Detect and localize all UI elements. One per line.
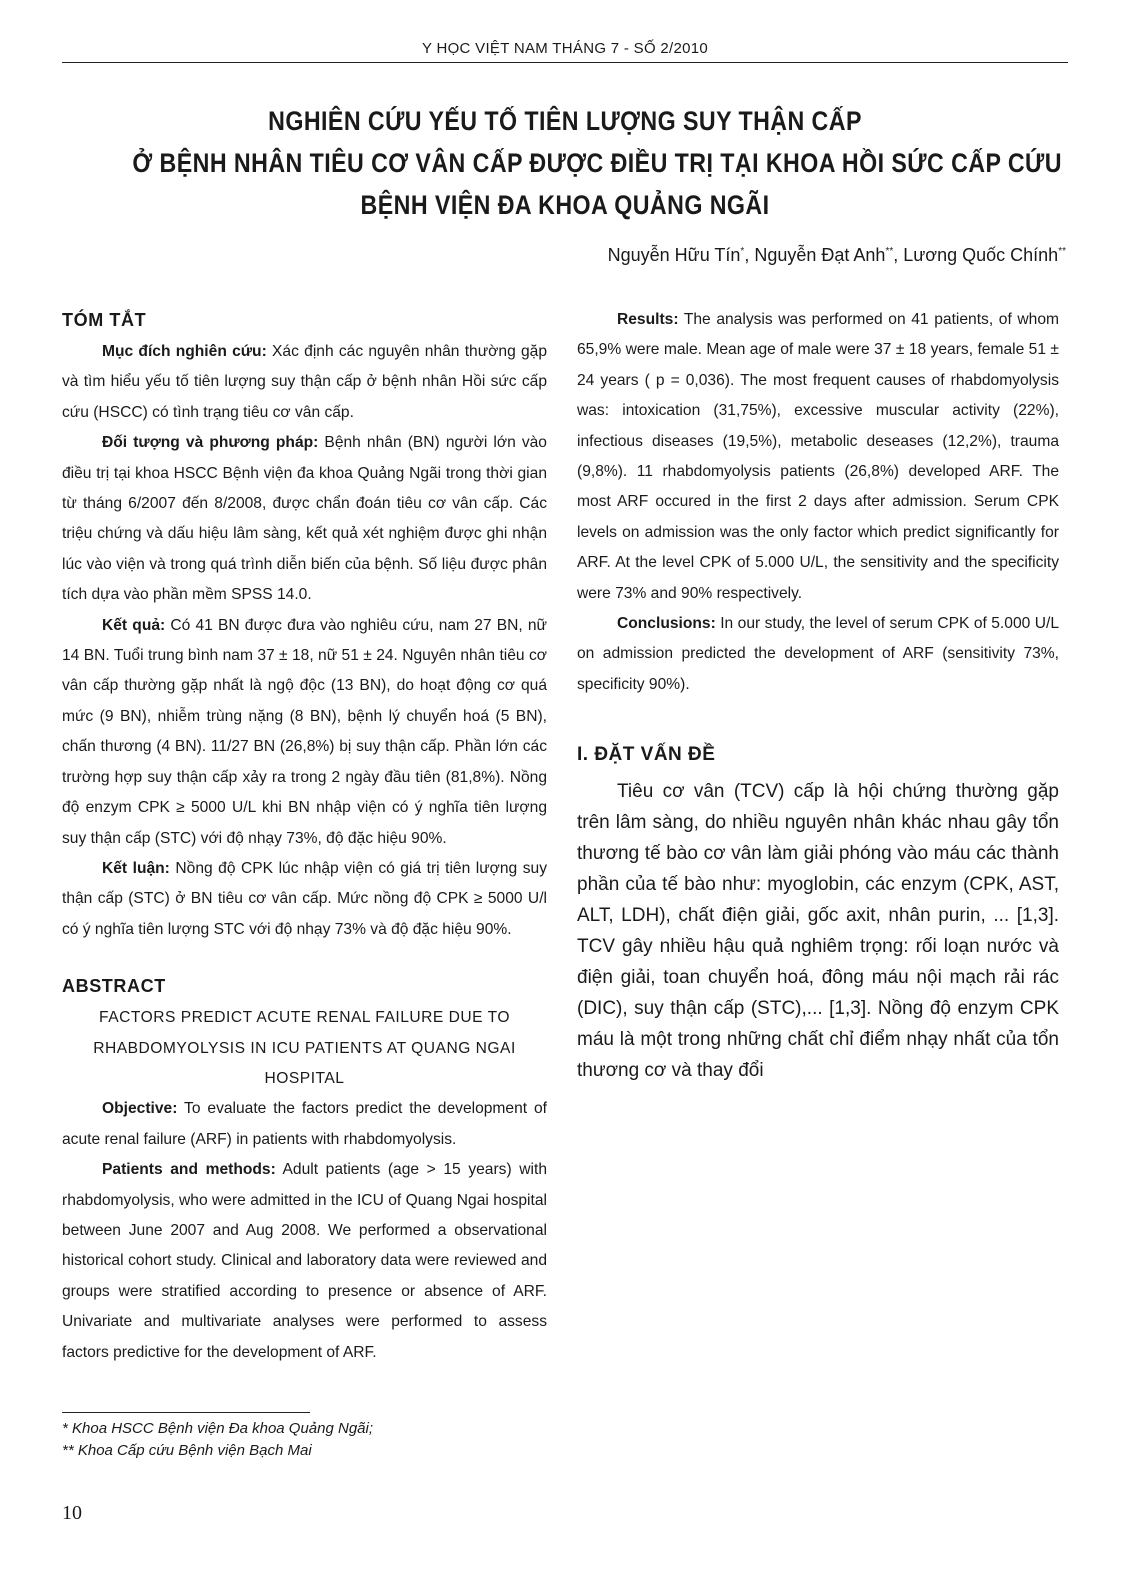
right-column xyxy=(577,305,1059,1086)
abstract-conclusions-text: In our study, the level of serum CPK of 5.000 U/L on admission predicted the development of ARF (sensitivity 73%, specificity 90%). xyxy=(577,615,1059,693)
abstract-results-label: Results: xyxy=(617,311,679,328)
journal-header: Y HỌC VIỆT NAM THÁNG 7 - SỐ 2/2010 xyxy=(421,40,709,57)
abstract-methods-label: Patients and methods: xyxy=(102,1161,276,1179)
author-3-mark: ** xyxy=(1058,246,1066,257)
summary-methods xyxy=(62,428,547,610)
author-1-mark: * xyxy=(740,246,745,257)
author-2: Nguyễn Đạt Anh xyxy=(754,245,886,265)
abstract-conclusions-label: Conclusions: xyxy=(617,615,716,633)
abstract-heading: ABSTRACT xyxy=(62,976,166,997)
section-gap xyxy=(62,945,547,971)
abstract-objective xyxy=(62,1094,547,1155)
header-rule xyxy=(62,62,1068,63)
summary-objective-label: Mục đích nghiên cứu: xyxy=(102,343,267,360)
summary-conclusion-text: Nồng độ CPK lúc nhập viện có giá trị tiên lượng suy thận cấp (STC) ở BN tiêu cơ vân cấp. Mức nồng độ CPK ≥ 5000 U/l có ý nghĩa tiên lượng STC với độ nhạy 73% và độ đặc hiệu 90%. xyxy=(62,859,547,938)
abstract-results xyxy=(577,305,1059,609)
left-column xyxy=(62,305,547,1368)
abstract-title: FACTORS PREDICT ACUTE RENAL FAILURE DUE TO RHABDOMYOLYSIS IN ICU PATIENTS AT QUANG NGAI HOSPITAL xyxy=(93,1009,516,1087)
summary-conclusion-label: Kết luận: xyxy=(102,859,170,877)
title-line-3: BỆNH VIỆN ĐA KHOA QUẢNG NGÃI xyxy=(360,190,770,220)
author-3: Lương Quốc Chính xyxy=(903,245,1059,265)
article-title xyxy=(132,100,1062,226)
footnote-rule xyxy=(62,1412,310,1413)
author-2-mark: ** xyxy=(885,246,894,257)
abstract-results-text: The analysis was performed on 41 patients, of whom 65,9% were male. Mean age of male were 37 ± 18 years, female 51 ± 24 years ( p = 0,036). The most frequent causes of rhabdomyolysis was: intoxication (31,75%), excessive muscular activity (22%), infectious diseases (19,5%), metabolic deseases (12,2%), trauma (9,8%). 11 rhabdomyolysis patients (26,8%) developed ARF. The most ARF occured in the first 2 days after admission. Serum CPK levels on admission was the only factor which predict significantly for ARF. At the level CPK of 5.000 U/L, the sensitivity and the specificity were 73% and 90% respectively. xyxy=(577,311,1059,602)
introduction-heading: I. ĐẶT VẤN ĐỀ xyxy=(577,744,716,766)
summary-results xyxy=(62,611,547,854)
abstract-methods-text: Adult patients (age > 15 years) with rhabdomyolysis, who were admitted in the ICU of Quang Ngai hospital between June 2007 and Aug 2008. We performed a observational historical cohort study. Clinical and laboratory data were reviewed and groups were stratified according to presence or absence of ARF. Univariate and multivariate analyses were performed to assess factors predictive for the development of ARF. xyxy=(62,1161,547,1361)
introduction-section xyxy=(577,740,1059,1086)
footnote-1: * Khoa HSCC Bệnh viện Đa khoa Quảng Ngãi; xyxy=(62,1420,374,1437)
abstract-objective-label: Objective: xyxy=(102,1100,178,1118)
summary-conclusion xyxy=(62,854,547,945)
page-number: 10 xyxy=(62,1502,82,1524)
author-list: Nguyễn Hữu Tín*, Nguyễn Đạt Anh**, Lương Quốc Chính** xyxy=(607,245,1066,265)
summary-methods-text: Bệnh nhân (BN) người lớn vào điều trị tại khoa HSCC Bệnh viện đa khoa Quảng Ngãi trong thời gian từ tháng 6/2007 đến 8/2008, được chẩn đoán tiêu cơ vân cấp. Các triệu chứng và dấu hiệu lâm sàng, kết quả xét nghiệm được ghi nhận lúc vào viện và trong quá trình diễn biến của bệnh. Số liệu được phân tích dựa vào phần mềm SPSS 14.0. xyxy=(62,434,547,604)
author-1: Nguyễn Hữu Tín xyxy=(607,245,741,265)
introduction-text: Tiêu cơ vân (TCV) cấp là hội chứng thường gặp trên lâm sàng, do nhiều nguyên nhân khác nhau gây tổn thương tế bào cơ vân làm giải phóng vào máu các thành phần của tế bào như: myoglobin, các enzym (CPK, AST, ALT, LDH), chất điện giải, gốc axit, nhân purin, ... [1,3]. TCV gây nhiều hậu quả nghiêm trọng: rối loạn nước và điện giải, toan chuyển hoá, đông máu nội mạch rải rác (DIC), suy thận cấp (STC),... [1,3]. Nồng độ enzym CPK máu là một trong những chất chỉ điểm nhạy nhất của tổn thương cơ và thay đổi xyxy=(577,781,1059,1082)
summary-heading: TÓM TẮT xyxy=(62,310,147,330)
title-line-1: NGHIÊN CỨU YẾU TỐ TIÊN LƯỢNG SUY THẬN CẤP xyxy=(268,106,862,136)
summary-results-label: Kết quả: xyxy=(102,616,166,634)
footnote-2: ** Khoa Cấp cứu Bệnh viện Bạch Mai xyxy=(62,1442,312,1459)
abstract-objective-text: To evaluate the factors predict the development of acute renal failure (ARF) in patients with rhabdomyolysis. xyxy=(62,1100,547,1148)
summary-objective-text: Xác định các nguyên nhân thường gặp và tìm hiểu yếu tố tiên lượng suy thận cấp ở bệnh nhân Hồi sức cấp cứu (HSCC) có tình trạng tiêu cơ vân cấp. xyxy=(62,343,548,421)
abstract-methods xyxy=(62,1155,547,1368)
summary-methods-label: Đối tượng và phương pháp: xyxy=(102,434,319,452)
abstract-conclusions xyxy=(577,609,1059,700)
title-line-2: Ở BỆNH NHÂN TIÊU CƠ VÂN CẤP ĐƯỢC ĐIỀU TRỊ TẠI KHOA HỒI SỨC CẤP CỨU xyxy=(132,148,1062,178)
summary-objective xyxy=(62,337,547,428)
footnotes xyxy=(62,1418,373,1462)
section-gap xyxy=(577,700,1059,740)
summary-results-text: Có 41 BN được đưa vào nghiêu cứu, nam 27 BN, nữ 14 BN. Tuổi trung bình nam 37 ± 18, nữ 51 ± 24. Nguyên nhân tiêu cơ vân cấp thường gặp nhất là ngộ độc (13 BN), do hoạt động cơ quá mức (9 BN), nhiễm trùng nặng (8 BN), bệnh lý chuyển hoá (5 BN), chấn thương (4 BN). 11/27 BN (26,8%) bị suy thận cấp. Phần lớn các trường hợp suy thận cấp xảy ra trong 2 ngày đầu tiên (81,8%). Nồng độ enzym CPK ≥ 5000 U/L khi BN nhập viện có ý nghĩa tiên lượng suy thận cấp (STC) với độ nhạy 73%, độ đặc hiệu 90%. xyxy=(62,616,547,847)
